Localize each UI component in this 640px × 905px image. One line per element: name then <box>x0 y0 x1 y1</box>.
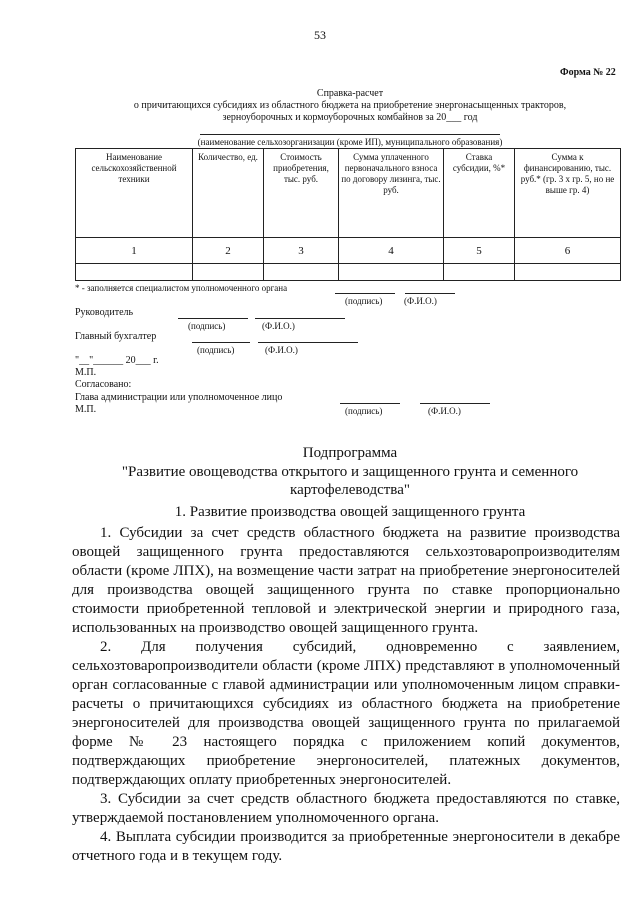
table-cell <box>76 264 193 281</box>
table-cell <box>339 264 444 281</box>
table-cell: 5 <box>444 238 515 264</box>
fio-caption: (Ф.И.О.) <box>262 321 295 331</box>
paragraph: 3. Субсидии за счет средств областного бюджета предоставляются по ставке, утверждаемой постановлением уполномоченного органа. <box>72 791 620 826</box>
paragraph: 2. Для получения субсидий, одновременно с заявлением, сельхозтоваропроизводители области (кроме ЛПХ) представляют в уполномоченный орган согласованные с главой администрации или уполномоченным лицом справки-расчеты о причитающихся субсидиях из областного бюджета на приобретение энергоносителей для производства овощей защищенного грунта по прилагаемой форме № 23 настоящего порядка с приложением копий документов, подтверждающих приобретение энергоносителей, платежных документов, подтверждающих оплату приобретенных энергоносителей. <box>72 639 620 788</box>
signature-line <box>178 318 248 319</box>
form-title-line1: Справка-расчет <box>316 88 384 99</box>
table-header-row <box>76 149 621 238</box>
signature-line <box>340 403 400 404</box>
subsidy-table <box>75 148 621 281</box>
fio-caption: (Ф.И.О.) <box>404 296 437 306</box>
org-name-line <box>200 134 500 135</box>
director-label: Руководитель <box>75 307 134 318</box>
table-header-cell: Количество, ед. <box>193 149 264 238</box>
subprogram-name-line2: картофелеводства" <box>290 482 410 498</box>
fio-line <box>255 318 345 319</box>
head-admin-label: Глава администрации или уполномоченное лицо <box>75 392 283 403</box>
table-header-cell: Сумма к финансированию, тыс. руб.* (гр. 3 х гр. 5, но не выше гр. 4) <box>515 149 621 238</box>
paragraph: 4. Выплата субсидии производится за приобретенные энергоносители в декабре отчетного года и в текущем году. <box>72 829 620 864</box>
approved-label: Согласовано: <box>75 379 132 390</box>
body-text <box>72 524 620 866</box>
signature-caption: (подпись) <box>345 406 383 416</box>
stamp-label: М.П. <box>75 404 97 415</box>
form-number: Форма № 22 <box>560 67 616 78</box>
fio-line <box>405 293 455 294</box>
table-header-cell: Сумма уплаченного первоначального взноса по договору лизинга, тыс. руб. <box>339 149 444 238</box>
table-cell: 3 <box>264 238 339 264</box>
table-cell: 2 <box>193 238 264 264</box>
org-caption: (наименование сельхозорганизации (кроме ИП), муниципального образования) <box>197 137 503 147</box>
table-cell <box>264 264 339 281</box>
table-row <box>76 238 621 264</box>
form-title-line3: зерноуборочных и кормоуборочных комбайнов за 20___ год <box>222 112 478 123</box>
table-row <box>76 264 621 281</box>
table-cell: 1 <box>76 238 193 264</box>
footnote: * - заполняется специалистом уполномоченного органа <box>75 283 288 293</box>
stamp-label: М.П. <box>75 367 97 378</box>
signature-line <box>192 342 250 343</box>
signature-line <box>335 293 395 294</box>
signature-caption: (подпись) <box>188 321 226 331</box>
table-header-cell: Ставка субсидии, %* <box>444 149 515 238</box>
date-field: "__"______ 20___ г. <box>75 355 159 366</box>
paragraph: 1. Субсидии за счет средств областного бюджета на развитие производства овощей защищенного грунта предоставляются сельхозтоваропроизводителям области (кроме ЛПХ), на возмещение части затрат на приобретение энергоносителей для производства овощей защищенного грунта по ставке пропорционально стоимости приобретенной тепловой и электрической энергии и природного газа, использованных на производство овощей защищенного грунта. <box>72 525 620 636</box>
table-cell: 6 <box>515 238 621 264</box>
page-number: 53 <box>314 28 326 42</box>
fio-caption: (Ф.И.О.) <box>428 406 461 416</box>
table-header-cell: Стоимость приобретения, тыс. руб. <box>264 149 339 238</box>
chief-accountant-label: Главный бухгалтер <box>75 331 157 342</box>
table-cell: 4 <box>339 238 444 264</box>
table-cell <box>444 264 515 281</box>
form-title-line2: о причитающихся субсидиях из областного бюджета на приобретение энергонасыщенных тракторов, <box>133 100 567 111</box>
section-heading: 1. Развитие производства овощей защищенного грунта <box>174 504 526 520</box>
table-cell <box>515 264 621 281</box>
fio-caption: (Ф.И.О.) <box>265 345 298 355</box>
fio-line <box>420 403 490 404</box>
signature-caption: (подпись) <box>345 296 383 306</box>
subprogram-name-line1: "Развитие овощеводства открытого и защищенного грунта и семенного <box>121 464 579 480</box>
fio-line <box>258 342 358 343</box>
table-header-cell: Наименование сельскохозяйственной техники <box>76 149 193 238</box>
table-cell <box>193 264 264 281</box>
signature-caption: (подпись) <box>197 345 235 355</box>
subprogram-title: Подпрограмма <box>302 445 398 461</box>
